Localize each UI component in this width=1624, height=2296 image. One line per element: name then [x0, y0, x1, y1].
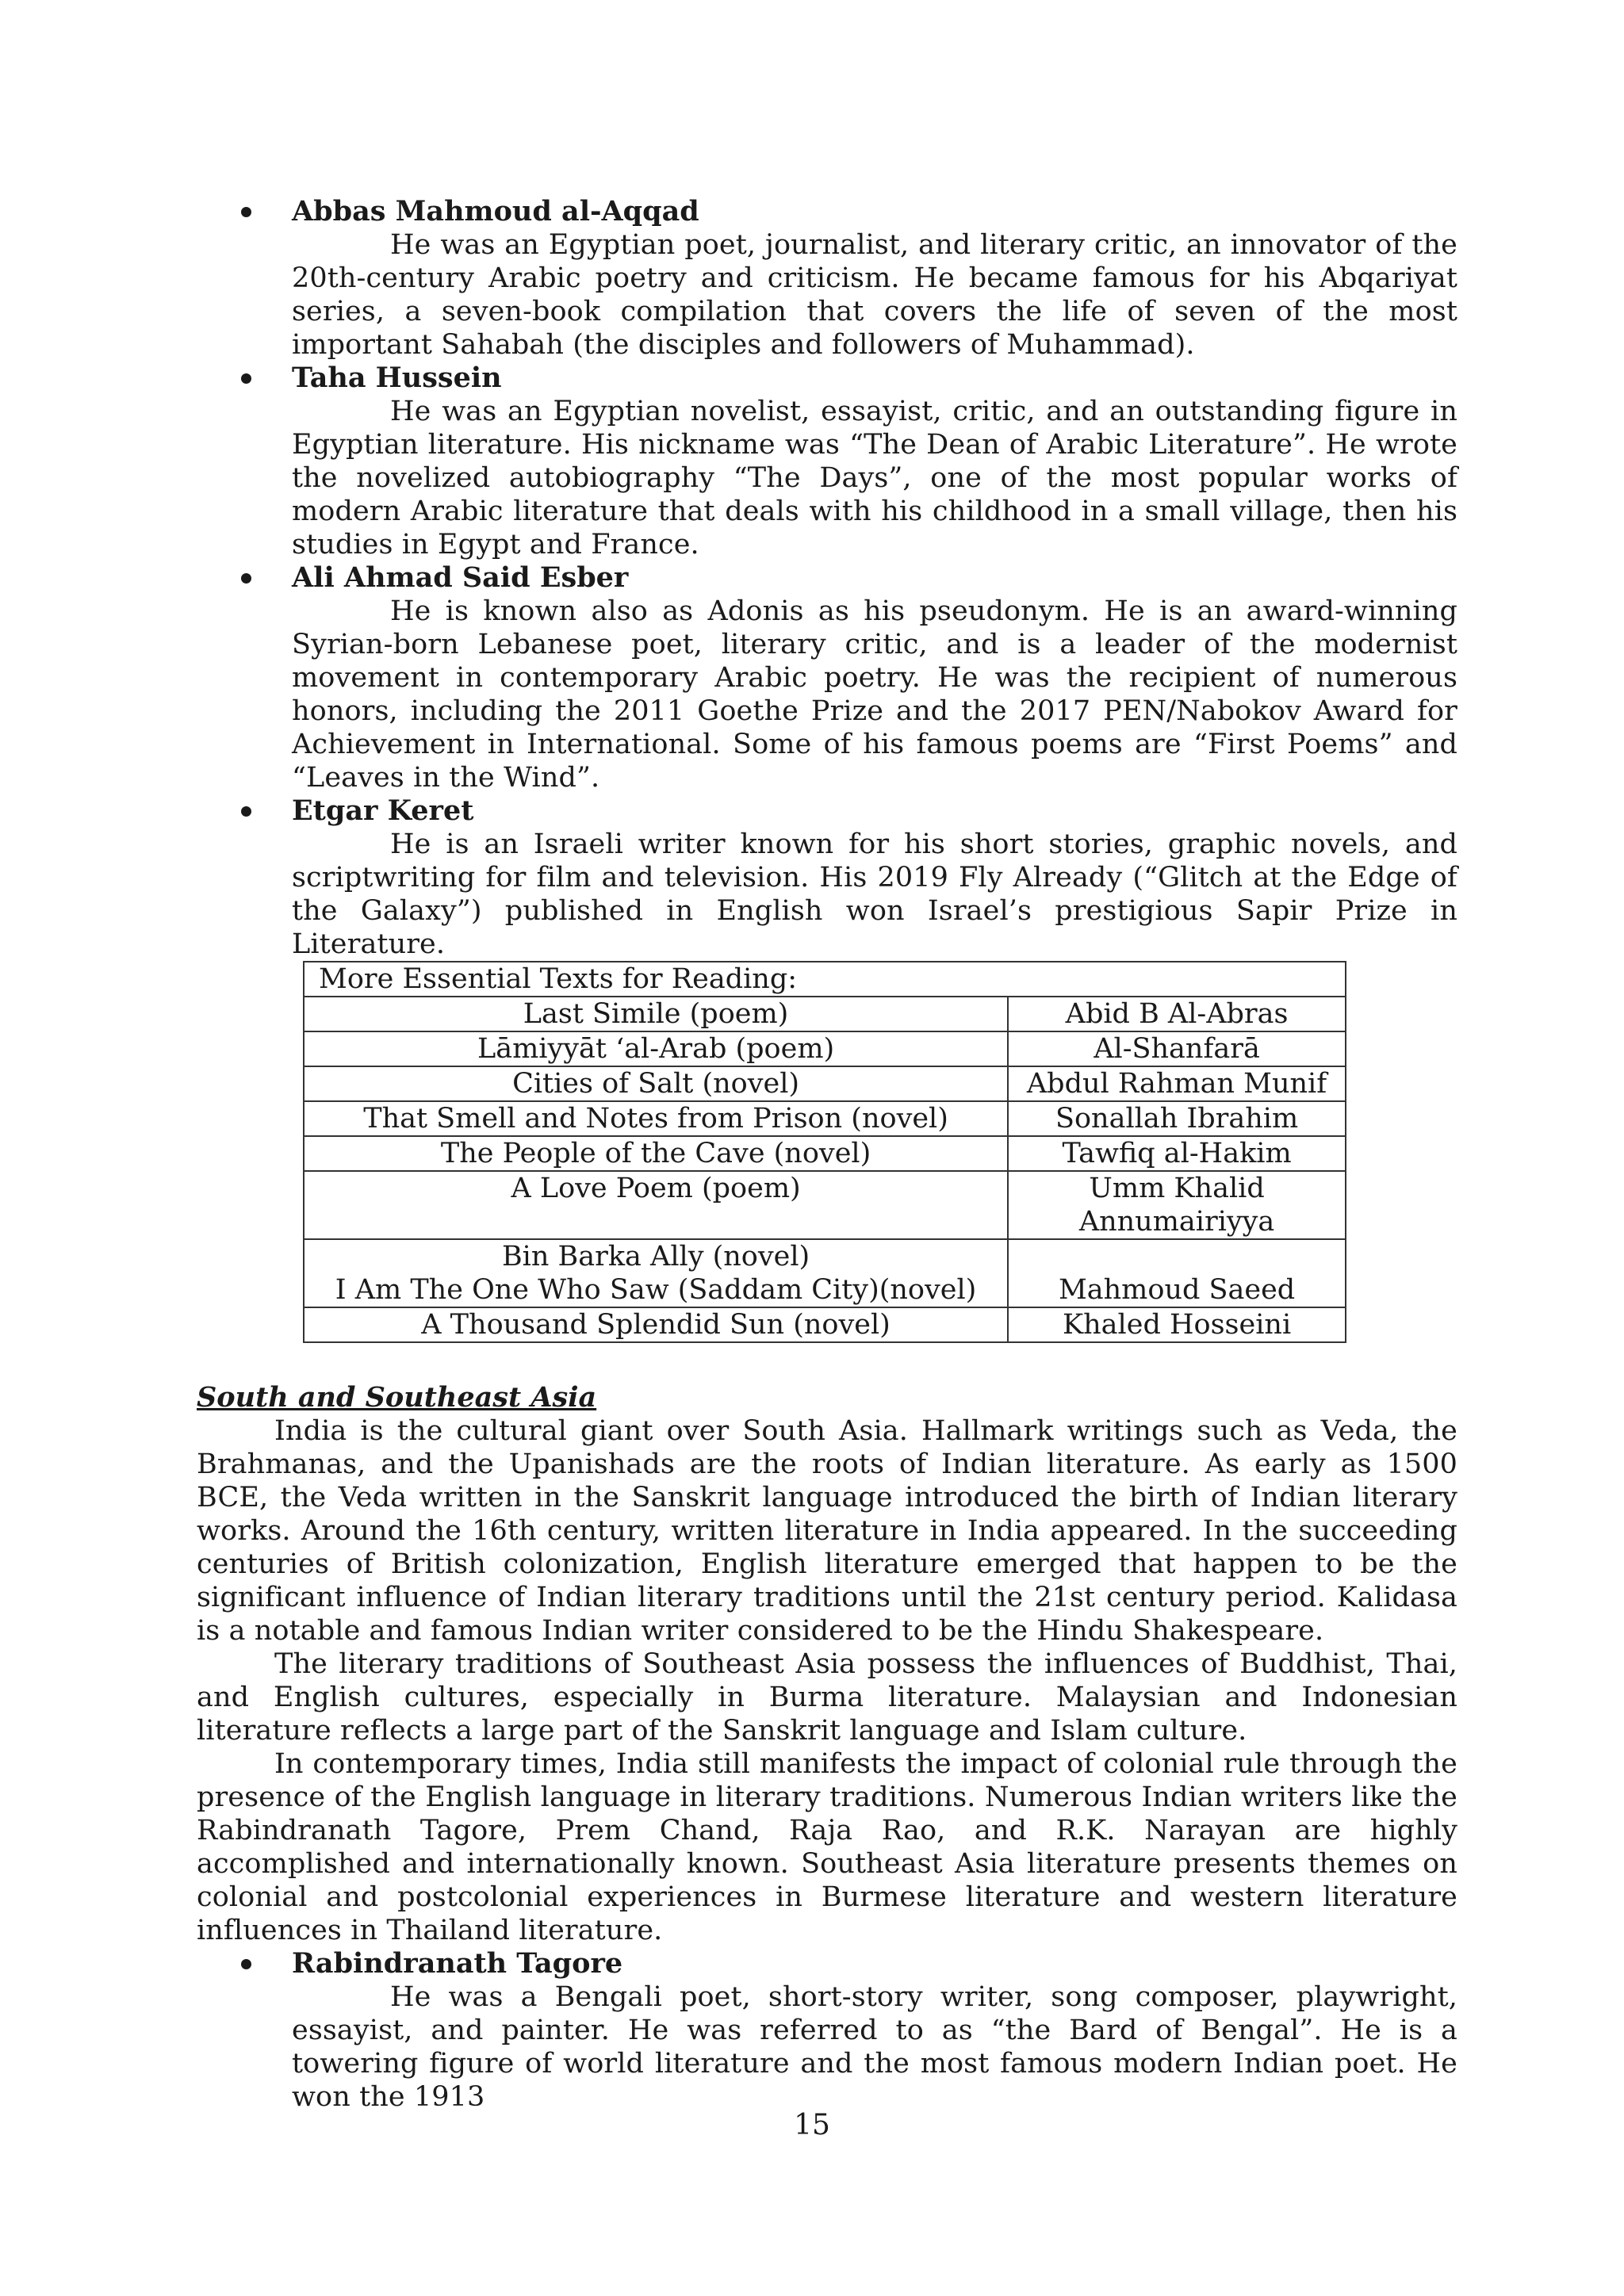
table-row	[304, 1031, 1346, 1066]
bullet-icon	[241, 573, 251, 584]
table-row	[304, 1307, 1346, 1342]
text-author: Abdul Rahman Munif	[1008, 1066, 1346, 1101]
writer-name: Abbas Mahmoud al-Aqqad	[292, 195, 699, 228]
writer-name: Etgar Keret	[292, 794, 474, 827]
body-paragraph: In contemporary times, India still manifests the impact of colonial rule through the presence of the English language in literary traditions. Numerous Indian writers like the Rabindranath Tagore, Prem Chand, Raja Rao, and R.K. Narayan are highly accomplished and internationally known. Southeast Asia literature presents themes on colonial and postcolonial experiences in Burmese literature and western literature influences in Thailand literature.	[197, 1748, 1457, 1946]
table-row	[304, 1171, 1346, 1239]
table-row	[304, 1136, 1346, 1171]
bullet-icon	[241, 1959, 251, 1969]
writer-entry	[197, 561, 1457, 794]
writer-name: Rabindranath Tagore	[292, 1947, 623, 1980]
text-title: Lāmiyyāt ‘al-Arab (poem)	[304, 1031, 1008, 1066]
writer-bio: He was an Egyptian poet, journalist, and literary critic, an innovator of the 20th-century Arabic poetry and criticism. He became famous for his Abqariyat series, a seven-book compilation that covers the life of seven of the most important Sahabah (the disciples and followers of Muhammad).	[292, 229, 1457, 361]
writer-entry	[197, 195, 1457, 362]
section-heading: South and Southeast Asia	[197, 1381, 597, 1414]
table-header: More Essential Texts for Reading:	[304, 962, 1346, 997]
text-author-line: Umm Khalid	[1089, 1173, 1265, 1204]
writer-bio: He is known also as Adonis as his pseudonym. He is an award-winning Syrian-born Lebanese poet, literary critic, and is a leader of the modernist movement in contemporary Arabic poetry. He was the recipient of numerous honors, including the 2011 Goethe Prize and the 2017 PEN/Nabokov Award for Achievement in International. Some of his famous poems are “First Poems” and “Leaves in the Wind”.	[292, 595, 1457, 794]
text-author: Al-Shanfarā	[1008, 1031, 1346, 1066]
table-row	[304, 1101, 1346, 1136]
table-row	[304, 1066, 1346, 1101]
writer-name: Ali Ahmad Said Esber	[292, 561, 629, 594]
writer-entry	[197, 1947, 1457, 2114]
essential-texts-table	[303, 961, 1346, 1343]
text-author: Abid B Al-Abras	[1008, 997, 1346, 1031]
body-paragraph: The literary traditions of Southeast Asia possess the influences of Buddhist, Thai, and English cultures, especially in Burma literature. Malaysian and Indonesian literature reflects a large part of the Sanskrit language and Islam culture.	[197, 1648, 1457, 1747]
bullet-icon	[241, 373, 251, 384]
text-author: Mahmoud Saeed	[1008, 1239, 1346, 1307]
text-title-line: I Am The One Who Saw (Saddam City)(novel)	[335, 1274, 977, 1306]
text-title: A Thousand Splendid Sun (novel)	[304, 1307, 1008, 1342]
body-paragraph: India is the cultural giant over South Asia. Hallmark writings such as Veda, the Brahmanas, and the Upanishads are the roots of Indian literature. As early as 1500 BCE, the Veda written in the Sanskrit language introduced the birth of Indian literary works. Around the 16th century, written literature in India appeared. In the succeeding centuries of British colonization, English literature emerged that happen to be the significant influence of Indian literary traditions until the 21st century period. Kalidasa is a notable and famous Indian writer considered to be the Hindu Shakespeare.	[197, 1415, 1457, 1647]
writer-bio: He was a Bengali poet, short-story writer, song composer, playwright, essayist, and painter. He was referred to as “the Bard of Bengal”. He is a towering figure of world literature and the most famous modern Indian poet. He won the 1913	[292, 1981, 1457, 2113]
text-author: Sonallah Ibrahim	[1008, 1101, 1346, 1136]
text-author-line: Annumairiyya	[1078, 1206, 1275, 1238]
text-author: Khaled Hosseini	[1008, 1307, 1346, 1342]
page-content	[197, 195, 1457, 2114]
text-author	[1008, 1171, 1346, 1239]
text-title: A Love Poem (poem)	[304, 1171, 1008, 1239]
table-row	[304, 997, 1346, 1031]
writer-name: Taha Hussein	[292, 362, 502, 394]
text-author: Tawfiq al-Hakim	[1008, 1136, 1346, 1171]
spacer	[197, 1343, 1457, 1381]
writer-entry	[197, 362, 1457, 561]
writer-bio: He was an Egyptian novelist, essayist, critic, and an outstanding figure in Egyptian literature. His nickname was “The Dean of Arabic Literature”. He wrote the novelized autobiography “The Days”, one of the most popular works of modern Arabic literature that deals with his childhood in a small village, then his studies in Egypt and France.	[292, 396, 1457, 561]
text-title-line: Bin Barka Ally (novel)	[501, 1241, 810, 1272]
writer-entry	[197, 794, 1457, 961]
page-number: 15	[794, 2109, 830, 2141]
text-title: Last Simile (poem)	[304, 997, 1008, 1031]
text-title: The People of the Cave (novel)	[304, 1136, 1008, 1171]
bullet-icon	[241, 207, 251, 217]
text-title	[304, 1239, 1008, 1307]
writer-bio: He is an Israeli writer known for his short stories, graphic novels, and scriptwriting for film and television. His 2019 Fly Already (“Glitch at the Edge of the Galaxy”) published in English won Israel’s prestigious Sapir Prize in Literature.	[292, 828, 1457, 960]
text-title: Cities of Salt (novel)	[304, 1066, 1008, 1101]
text-title: That Smell and Notes from Prison (novel)	[304, 1101, 1008, 1136]
table-row	[304, 1239, 1346, 1307]
table-header-row	[304, 962, 1346, 997]
bullet-icon	[241, 806, 251, 817]
